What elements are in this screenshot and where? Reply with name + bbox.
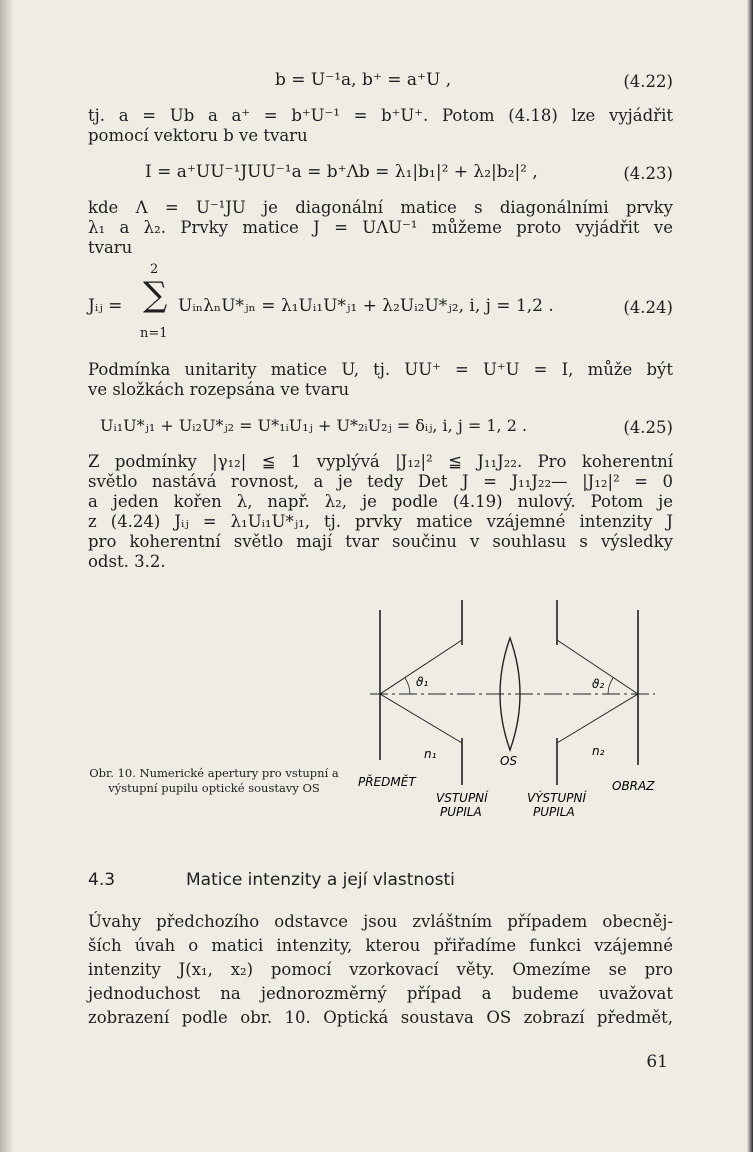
label-os: OS — [500, 754, 518, 768]
para2-line3: tvaru — [88, 238, 133, 257]
para2-line1: kde Λ = U⁻¹JU je diagonální matice s diagonálními prvky — [88, 198, 673, 217]
label-theta2: ϑ₂ — [592, 677, 605, 691]
label-image: OBRAZ — [612, 779, 655, 793]
sum-lower-limit: n=1 — [140, 326, 168, 341]
para5-line1: Úvahy předchozího odstavce jsou zvláštním případem obecněj- — [88, 912, 673, 931]
label-n2: n₂ — [592, 744, 605, 758]
section-heading — [88, 870, 455, 890]
equation-number-4-24: (4.24) — [623, 298, 673, 317]
para4-line5: pro koherentní světlo mají tvar součinu v souhlasu s výsledky — [88, 532, 673, 551]
para4-line4: z (4.24) Jᵢⱼ = λ₁Uᵢ₁U*ⱼ₁, tj. prvky matice vzájemné intenzity J — [88, 512, 673, 531]
para4-line2: světlo nastává rovnost, a je tedy Det J = J₁₁J₂₂— |J₁₂|² = 0 — [88, 472, 673, 491]
ray-image-bottom — [557, 694, 638, 743]
sum-upper-limit: 2 — [150, 262, 159, 277]
label-exit-pupil-2: PUPILA — [533, 805, 575, 819]
para1-line1: tj. a = Ub a a⁺ = b⁺U⁻¹ = b⁺U⁺. Potom (4.18) lze vyjádřit — [88, 106, 673, 125]
figure-optical-system — [340, 590, 670, 830]
label-theta1: ϑ₁ — [416, 675, 429, 689]
angle-arc-theta2 — [608, 678, 613, 694]
page-number: 61 — [646, 1052, 668, 1072]
para5-line4: jednoduchost na jednorozměrný případ a budeme uvažovat — [88, 984, 673, 1003]
para5-line5: zobrazení podle obr. 10. Optická soustava OS zobrazí předmět, — [88, 1008, 673, 1027]
label-object: PŘEDMĚT — [358, 775, 416, 789]
equation-4-24-rhs: UᵢₙλₙU*ⱼₙ = λ₁Uᵢ₁U*ⱼ₁ + λ₂Uᵢ₂U*ⱼ₂, i, j = 1,2 . — [178, 296, 554, 316]
label-n1: n₁ — [424, 747, 437, 761]
para1-line2: pomocí vektoru b ve tvaru — [88, 126, 308, 145]
para5-line3: intenzity J(x₁, x₂) pomocí vzorkovací věty. Omezíme se pro — [88, 960, 673, 979]
equation-4-25: Uᵢ₁U*ⱼ₁ + Uᵢ₂U*ⱼ₂ = U*₁ᵢU₁ⱼ + U*₂ᵢU₂ⱼ = δᵢⱼ, i, j = 1, 2 . — [100, 416, 528, 435]
ray-object-bottom — [380, 694, 462, 743]
figure-caption: Obr. 10. Numerické apertury pro vstupní a výstupní pupilu optické soustavy OS — [89, 766, 339, 795]
equation-4-24-lhs: Jᵢⱼ = — [88, 296, 123, 316]
page-edge-shadow — [747, 0, 753, 1152]
label-entrance-pupil-2: PUPILA — [440, 805, 482, 819]
equation-4-23: I = a⁺UU⁻¹JUU⁻¹a = b⁺Λb = λ₁|b₁|² + λ₂|b₂|² , — [145, 162, 538, 182]
label-exit-pupil-1: VÝSTUPNÍ — [527, 791, 587, 805]
section-number: 4.3 — [88, 870, 116, 890]
equation-4-22: b = U⁻¹a, b⁺ = a⁺U , — [275, 70, 452, 90]
para4-line6: odst. 3.2. — [88, 552, 166, 571]
para4-line1: Z podmínky |γ₁₂| ≦ 1 vyplývá |J₁₂|² ≦ J₁₁J₂₂. Pro koherentní — [88, 452, 673, 471]
sum-symbol: ∑ — [143, 275, 168, 315]
para4-line3: a jeden kořen λ, např. λ₂, je podle (4.19) nulový. Potom je — [88, 492, 673, 511]
equation-number-4-25: (4.25) — [623, 418, 673, 437]
equation-number-4-23: (4.23) — [623, 164, 673, 183]
page-gutter-shadow — [0, 0, 14, 1152]
label-entrance-pupil-1: VSTUPNÍ — [436, 791, 488, 805]
para3-line1: Podmínka unitarity matice U, tj. UU⁺ = U⁺U = I, může být — [88, 360, 673, 379]
angle-arc-theta1 — [405, 678, 410, 694]
section-title: Matice intenzity a její vlastnosti — [186, 870, 455, 890]
para5-line2: ších úvah o matici intenzity, kterou přiřadíme funkci vzájemné — [88, 936, 673, 955]
equation-number-4-22: (4.22) — [623, 72, 673, 91]
para2-line2: λ₁ a λ₂. Prvky matice J = UΛU⁻¹ můžeme proto vyjádřit ve — [88, 218, 673, 237]
para3-line2: ve složkách rozepsána ve tvaru — [88, 380, 350, 399]
